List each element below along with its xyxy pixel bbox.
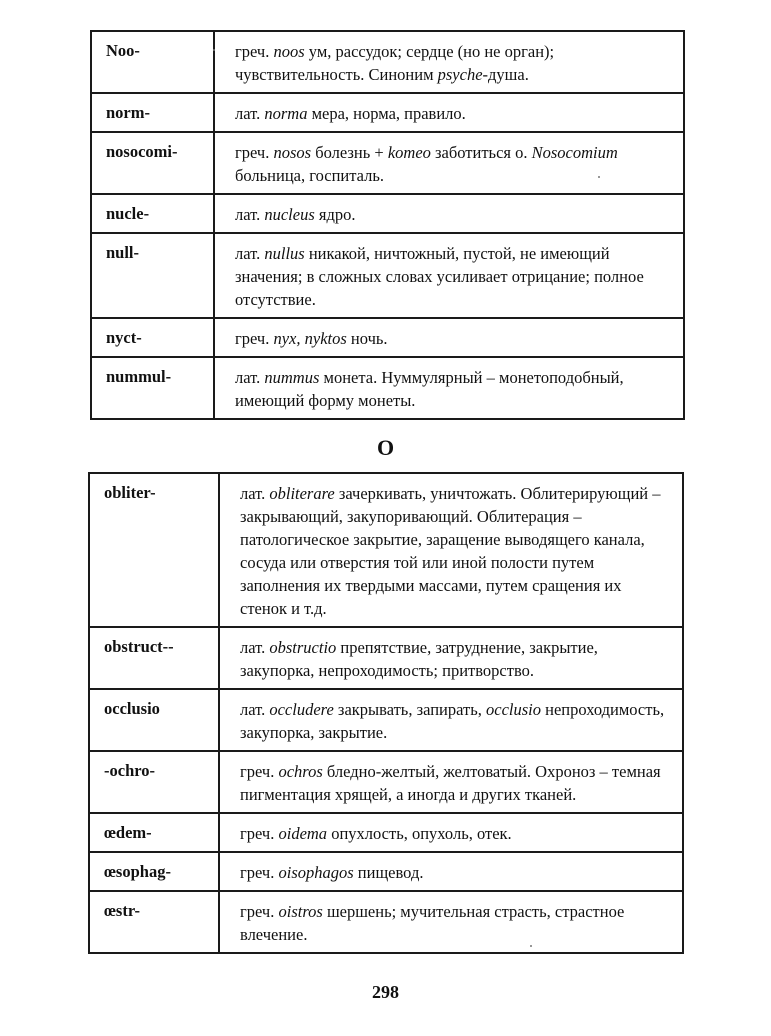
definition-text: мера, норма, правило. xyxy=(307,104,466,123)
table-body-n xyxy=(91,31,684,419)
dictionary-row xyxy=(91,318,684,357)
definition-text: болезнь + xyxy=(311,143,388,162)
dictionary-row xyxy=(91,357,684,419)
term-cell: œdem- xyxy=(89,813,219,852)
section-letter-o: О xyxy=(376,435,395,460)
dictionary-row xyxy=(89,627,683,689)
dictionary-row xyxy=(89,813,683,852)
definition-text: препятствие, затруднение, закрытие, закупорка, непроходимость; притворство. xyxy=(240,638,598,680)
dictionary-table-o xyxy=(88,472,684,954)
definition-text: монета. Нуммулярный – монетоподобный, имеющий форму монеты. xyxy=(235,368,624,410)
definition-italic-text: oisophagos xyxy=(278,863,354,882)
dictionary-row xyxy=(91,233,684,318)
dictionary-row xyxy=(89,891,683,953)
definition-cell xyxy=(219,891,683,953)
definition-italic-text: norma xyxy=(264,104,308,123)
definition-italic-text: nummus xyxy=(264,368,320,387)
term-cell: nosocomi- xyxy=(91,132,214,194)
term-cell: obliter- xyxy=(89,473,219,627)
definition-cell xyxy=(214,357,684,419)
term-cell: occlusio xyxy=(89,689,219,751)
definition-text: ядро. xyxy=(314,205,356,224)
definition-text: лат. xyxy=(240,700,270,719)
definition-text: бледно-желтый, желтоватый. Охроноз – темная пигментация хрящей, а иногда и других тканей. xyxy=(240,762,661,804)
dictionary-row xyxy=(89,473,683,627)
term-cell: norm- xyxy=(91,93,214,132)
definition-text: лат. xyxy=(235,104,265,123)
definition-text: греч. xyxy=(240,762,279,781)
definition-text: греч. xyxy=(235,42,274,61)
term-cell: nucle- xyxy=(91,194,214,233)
definition-text: греч. xyxy=(235,143,274,162)
definition-text: греч. xyxy=(240,902,279,921)
definition-italic-text: oidema xyxy=(278,824,328,843)
scan-speck xyxy=(213,49,215,51)
definition-italic-text: obstructio xyxy=(269,638,337,657)
definition-text: греч. xyxy=(240,863,279,882)
definition-text: заботиться о. xyxy=(430,143,532,162)
term-cell: Noo- xyxy=(91,31,214,93)
dictionary-row xyxy=(91,93,684,132)
term-cell: null- xyxy=(91,233,214,318)
definition-text: опухлость, опухоль, отек. xyxy=(327,824,512,843)
term-cell: nyct- xyxy=(91,318,214,357)
definition-italic-text: nosos xyxy=(273,143,312,162)
definition-text: греч. xyxy=(235,329,274,348)
definition-italic-text: occludere xyxy=(269,700,334,719)
definition-text: лат. xyxy=(235,205,265,224)
definition-cell xyxy=(219,473,683,627)
definition-cell xyxy=(219,689,683,751)
definition-text: -душа. xyxy=(482,65,529,84)
definition-text: закрывать, запирать, xyxy=(333,700,486,719)
definition-text: ум, рассудок; сердце (но не орган); чувствительность. Синоним xyxy=(235,42,555,84)
table-body-o xyxy=(89,473,683,953)
dictionary-row xyxy=(91,194,684,233)
term-cell: œstr- xyxy=(89,891,219,953)
definition-text: лат. xyxy=(240,638,270,657)
term-cell: nummul- xyxy=(91,357,214,419)
definition-italic-text: psyche xyxy=(437,65,483,84)
definition-italic-text: nucleus xyxy=(264,205,315,224)
definition-italic-text: ochros xyxy=(278,762,323,781)
dictionary-row xyxy=(91,132,684,194)
term-cell: -ochro- xyxy=(89,751,219,813)
definition-italic-text: nyx, nyktos xyxy=(273,329,347,348)
scan-speck xyxy=(598,176,600,178)
definition-text: лат. xyxy=(235,244,265,263)
page-number: 298 xyxy=(372,982,399,1002)
definition-cell xyxy=(219,627,683,689)
definition-cell xyxy=(219,751,683,813)
dictionary-row xyxy=(89,751,683,813)
definition-text: ночь. xyxy=(346,329,388,348)
definition-text: никакой, ничтожный, пустой, не имеющий значения; в сложных словах усиливает отрицание; полное отсутствие. xyxy=(235,244,644,309)
definition-text: зачеркивать, уничтожать. Облитерирующий – закрывающий, закупоривающий. Облитерация – патологическое закрытие, заращение выводящего канала, сосуда или отверстия той или иной полости путем заполнения их твердыми массами, путем сращения их стенок и т.д. xyxy=(240,484,661,618)
definition-cell xyxy=(219,813,683,852)
definition-cell xyxy=(214,233,684,318)
definition-italic-text: Nosocomium xyxy=(531,143,618,162)
definition-cell xyxy=(214,194,684,233)
definition-text: больница, госпиталь. xyxy=(235,166,385,185)
dictionary-row xyxy=(89,852,683,891)
definition-cell xyxy=(214,31,684,93)
definition-italic-text: komeo xyxy=(387,143,431,162)
definition-italic-text: nullus xyxy=(264,244,305,263)
definition-cell xyxy=(214,132,684,194)
term-cell: œsophag- xyxy=(89,852,219,891)
definition-text: лат. xyxy=(240,484,270,503)
dictionary-row xyxy=(89,689,683,751)
definition-italic-text: noos xyxy=(273,42,305,61)
definition-cell xyxy=(214,93,684,132)
definition-text: пищевод. xyxy=(353,863,424,882)
definition-italic-text: oistros xyxy=(278,902,323,921)
scan-speck xyxy=(530,945,532,947)
definition-text: шершень; мучительная страсть, страстное влечение. xyxy=(240,902,625,944)
definition-italic-text: obliterare xyxy=(269,484,335,503)
definition-cell xyxy=(219,852,683,891)
definition-cell xyxy=(214,318,684,357)
definition-text: непроходимость, закупорка, закрытие. xyxy=(240,700,665,742)
definition-italic-text: occlusio xyxy=(486,700,541,719)
dictionary-row xyxy=(91,31,684,93)
definition-text: лат. xyxy=(235,368,265,387)
term-cell: obstruct-- xyxy=(89,627,219,689)
dictionary-table-n xyxy=(90,30,685,420)
definition-text: греч. xyxy=(240,824,279,843)
